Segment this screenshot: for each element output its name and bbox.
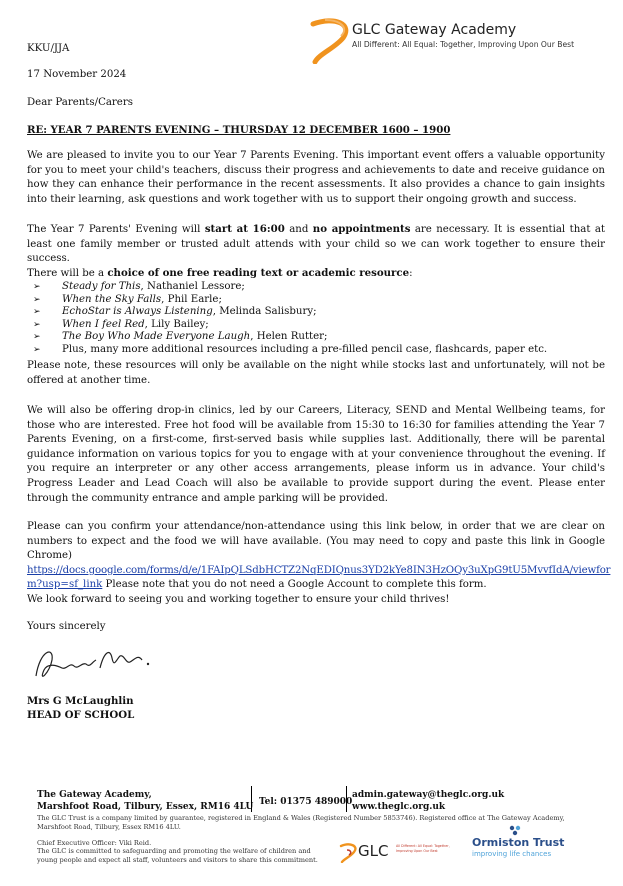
letter-date: 17 November 2024 xyxy=(27,69,127,80)
footer-ceo: Chief Executive Officer: Viki Reid. xyxy=(37,839,152,847)
paragraph-clinics: We will also be offering drop-in clinics, led by our Careers, Literacy, SEND and Mental Wellbeing teams, for those who are interested. Free hot food will be available from 15:30 to 16:30 for families attending the Year 7 Parents Evening, on a first-come, first-served basis while supplies last. Additionally, there will be parental guidance information on various topics for you to engage with at your convenience throughout the evening. If you require an interpreter or any other access arrangements, please inform us in advance. Your child's Progress Leader and Lead Coach will also be available to provide support during the event. Please enter through the community entrance and ample parking will be provided. xyxy=(27,405,605,504)
glc-footer-logo xyxy=(338,838,468,866)
book-title: The Boy Who Made Everyone Laugh xyxy=(62,331,251,343)
glc-swoosh-icon xyxy=(338,841,360,863)
letter-reference: KKU/JJA xyxy=(27,43,70,54)
arrow-bullet-icon: ➢ xyxy=(33,319,41,330)
resource-choice-text: choice of one free reading text or academic resource xyxy=(107,267,410,279)
ormiston-mark-icon xyxy=(508,824,522,836)
text-segment: are necessary. It is essential that at least one family member or trusted adult attends with your child so we can work together to ensure their success. xyxy=(27,224,605,265)
list-item xyxy=(27,281,605,294)
arrow-bullet-icon: ➢ xyxy=(33,344,41,355)
footer-address xyxy=(37,789,253,813)
signature-image xyxy=(30,640,160,690)
arrow-bullet-icon: ➢ xyxy=(33,332,41,343)
start-time-text: start at 16:00 xyxy=(204,223,285,235)
arrow-bullet-icon: ➢ xyxy=(33,282,41,292)
google-form-link-cont[interactable]: m?usp=sf_link xyxy=(27,579,103,591)
footer-divider xyxy=(251,786,252,812)
text-segment: Please note that you do not need a Google Account to complete this form. xyxy=(102,579,487,591)
academy-logo xyxy=(305,14,355,64)
footer-website[interactable]: www.theglc.org.uk xyxy=(352,802,446,812)
text-segment: : xyxy=(409,268,413,279)
address-line: The Gateway Academy, xyxy=(37,790,152,800)
ormiston-name: Ormiston Trust xyxy=(472,836,565,849)
text-segment: and xyxy=(284,224,313,235)
address-line: Marshfoot Road, Tilbury, Essex, RM16 4LU xyxy=(37,802,254,812)
legal-registration: The GLC Trust is a company limited by guarantee, registered in England & Wales (Registered Number 5853746). Registered office at The Gateway Academy, Marshfoot Road, Tilbury, Essex RM16 4LU. xyxy=(37,814,565,831)
arrow-bullet-icon: ➢ xyxy=(33,294,41,305)
school-tagline: All Different: All Equal: Together, Improving Upon Our Best xyxy=(352,40,575,49)
paragraph-closing-note: We look forward to seeing you and working together to ensure your child thrives! xyxy=(27,594,450,605)
text-segment: The Year 7 Parents' Evening will xyxy=(27,224,205,235)
no-appointments-text: no appointments xyxy=(312,223,411,235)
glc-logo-tagline: All Different: All Equal: Together, Improving Upon Our Best xyxy=(396,844,450,853)
text-segment: There will be a xyxy=(27,268,108,279)
paragraph-stock-note: Please note, these resources will only be available on the night while stocks last and unfortunately, will not be offered at another time. xyxy=(27,360,605,386)
paragraph-intro: We are pleased to invite you to our Year 7 Parents Evening. This important event offers a valuable opportunity for you to meet your child's teachers, discuss their progress and achievements to date and receive guidance on how they can enhance their performance in the recent assessments. It also provides a chance to gain insights into their learning, ask questions and work together with us to support their ongoing growth and success. xyxy=(27,150,605,205)
book-title: When I feel Red xyxy=(62,318,145,330)
school-name: GLC Gateway Academy xyxy=(352,22,517,38)
list-item xyxy=(27,306,605,319)
arrow-bullet-icon: ➢ xyxy=(33,307,41,318)
letter-subject: RE: YEAR 7 PARENTS EVENING – THURSDAY 12 DECEMBER 1600 – 1900 xyxy=(27,124,451,136)
book-title: EchoStar is Always Listening xyxy=(62,306,213,318)
signer-name: Mrs G McLaughlin xyxy=(27,695,134,707)
list-extra-text: Plus, many more additional resources including a pre-filled pencil case, flashcards, paper etc. xyxy=(62,343,548,355)
book-title: When the Sky Falls xyxy=(62,293,162,305)
footer-contact xyxy=(352,789,504,813)
glc-swoosh-icon xyxy=(305,14,355,64)
book-author: , Melinda Salisbury; xyxy=(212,306,317,318)
book-author: , Phil Earle; xyxy=(161,293,222,305)
book-author: , Helen Rutter; xyxy=(250,331,328,343)
book-title: Steady for This xyxy=(62,281,141,292)
footer-divider xyxy=(346,786,347,812)
footer-phone: Tel: 01375 489000 xyxy=(259,797,353,807)
ormiston-tagline: improving life chances xyxy=(472,850,552,858)
salutation: Dear Parents/Carers xyxy=(27,97,133,108)
list-item xyxy=(27,319,605,332)
list-item xyxy=(27,294,605,307)
footer-safeguarding: The GLC is committed to safeguarding and promoting the welfare of children and young people and expect all staff, volunteers and visitors to share this commitment. xyxy=(37,847,318,864)
closing: Yours sincerely xyxy=(27,621,106,632)
google-form-link[interactable]: https://docs.google.com/forms/d/e/1FAIpQLSdbHCTZ2NqEDIQnus3YD2kYe8IN3HzOQy3uXpG9tU5MvvfIdA/viewfor xyxy=(27,564,611,576)
list-item xyxy=(27,344,605,357)
list-item xyxy=(27,331,605,344)
glc-logo-text: GLC xyxy=(358,842,389,860)
text-segment: Please can you confirm your attendance/non-attendance using this link below, in order that we are clear on numbers to expect and the food we will have available. (You may need to copy and paste this link in Google Chrome) xyxy=(27,521,605,562)
book-author: , Nathaniel Lessore; xyxy=(140,281,245,292)
resource-list xyxy=(27,281,605,357)
paragraph-start-time xyxy=(27,222,605,267)
signer-title: HEAD OF SCHOOL xyxy=(27,709,135,721)
paragraph-confirm xyxy=(27,520,611,593)
footer-email[interactable]: admin.gateway@theglc.org.uk xyxy=(352,790,505,800)
list-intro xyxy=(27,266,605,282)
book-author: , Lily Bailey; xyxy=(144,318,209,330)
ormiston-logo xyxy=(470,824,580,864)
